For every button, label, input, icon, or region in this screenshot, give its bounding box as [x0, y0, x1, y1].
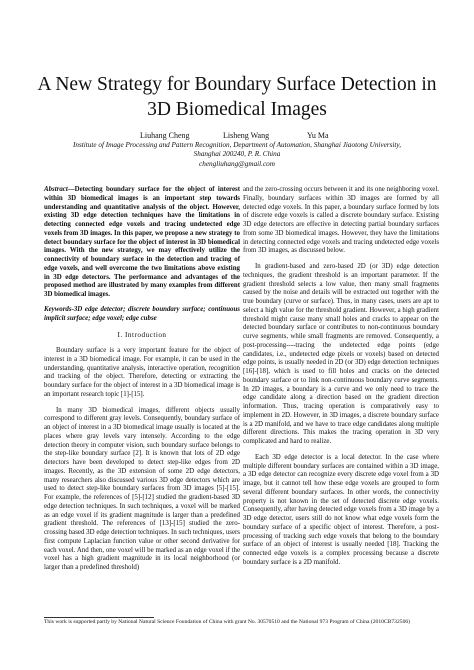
- left-column: [44, 186, 240, 573]
- abstract-body: —Detecting boundary surface for the object of interest within 3D biomedical images is an important step towards understanding and quantitative analysis of the object. However, existing 3D edge detection techniques have the limitations in detecting connected edge voxels and tracing undetected edge voxels from 3D images. In this paper, we propose a new strategy to detect boundary surface for the object of interest in 3D biomedical images. With the new strategy, we may effectively utilize the connectivity of boundary surface in the detection and tracing of edge voxels, and well overcome the two limitations above existing in 3D edge detectors. The performance and advantages of the proposed method are illustrated by many examples from different 3D biomedical images.: [44, 186, 240, 298]
- section-heading: I. Introduction: [117, 331, 167, 340]
- paragraph: Each 3D edge detector is a local detector. In the case where multiple different boundary surfaces are contained within a 3D image, a 3D edge detector can recognize every discrete edge voxel from a 3D image, but it cannot tell how these edge voxels are grouped to form several different boundary surfaces. In other words, the connectivity property is not known in the set of detected discrete edge voxels. Consequently, after having detected edge voxels from a 3D image by a 3D edge detector, users still do not know what edge voxels form the boundary surface of a specific object of interest. Therefore, a post-processing of tracking such edge voxels that belong to the boundary surface of an object of interest is usually needed [18]. Tracking the connected edge voxels is a complex processing because a discrete boundary surface is a 2D manifold.: [243, 453, 439, 566]
- affiliation-line-1: Institute of Image Processing and Pattern Recognition, Department of Automation, Shanghai Jiaotong University,: [73, 141, 401, 149]
- author-email: chengliuhang@gmail.com: [199, 159, 275, 168]
- paragraph: Boundary surface is a very important feature for the object of interest in a 3D biomedical image. For example, it can be used in the understanding, quantitative analysis, interactive operation, recognition and tracking of the object. Therefore, detecting or extracting the boundary surface for the object of interest in a 3D biomedical image is an important research topic [1]-[15].: [44, 347, 240, 398]
- paragraph: In many 3D biomedical images, different objects usually correspond to different gray levels. Consequently, boundary surface of an object of interest in a 3D biomedical image usually is located at the places where gray levels vary intensely. According to the edge detection theory in computer vision, such boundary surface belongs to the step-like boundary surface [2]. It is known that lots of 2D edge detectors have been developed to detect step-like edges from 2D images. Recently, as the 3D extension of some 2D edge detectors, many researchers also discussed various 3D edge detectors which are used to detect step-like boundary surfaces from 3D images [5]-[15]. For example, the references of [5]-[12] studied the gradient-based 3D edge detection techniques. In such techniques, a voxel will be marked as an edge voxel if its gradient magnitude is larger than a predefined gradient threshold. The references of [13]-[15] studied the zero-crossing based 3D edge detection techniques. In such techniques, users first compute Laplacian function value or other second derivative for each voxel. And then, one voxel will be marked as an edge voxel if the voxel has a high gradient magnitude in its local neighborhood (or larger than a predefined threshold): [44, 406, 240, 571]
- abstract-label: Abstract: [44, 186, 68, 193]
- affiliation: [40, 141, 434, 169]
- abstract: [44, 186, 240, 300]
- author-3: Yu Ma: [307, 131, 329, 140]
- author-2: Lisheng Wang: [223, 131, 270, 140]
- paragraph: and the zero-crossing occurs between it and its one neighboring voxel. Finally, boundary surfaces within 3D images are formed by all detected edge voxels. In this paper, a boundary surface formed by lots of discrete edge voxels is called a discrete boundary surface. Existing 3D edge detectors are effective in detecting partial boundary surfaces from some 3D biomedical images. However, they have the limitations in detecting connected edge voxels and tracing undetected edge voxels from 3D images, as discussed below.: [243, 186, 439, 255]
- keywords: Keywords-3D edge detector; discrete boundary surface; continuous implicit surface; edge voxel; edge cubse: [44, 305, 240, 322]
- author-1: Liuhang Cheng: [140, 131, 190, 140]
- title-line-1: A New Strategy for Boundary Surface Detection in: [37, 74, 437, 95]
- affiliation-line-2: Shanghai 200240, P. R. China: [193, 150, 281, 159]
- footnote: This work is supported partly by National Natural Science Foundation of China with grant No. 30570510 and the National 973 Program of China (2010CB732506): [44, 619, 411, 625]
- title-line-2: 3D Biomedical Images: [147, 99, 327, 120]
- footnote-rule: [44, 617, 154, 618]
- paragraph: In gradient-based and zero-based 2D (or 3D) edge detection techniques, the gradient threshold is an important parameter. If the gradient threshold selects a low value, then many small fragments caused by the noise and details will be extracted out together with the true boundary (curve or surface). Thus, in many cases, users are apt to select a high value for the threshold gradient. However, a high gradient threshold might cause many small holes and cracks to appear on the detected boundary surface or contributes to non-continuous boundary curve segments, while small fragments are removed. Consequently, a post-processing----tracing the undetected edge points (edge candidates, i.e., undetected edge pixels or voxels) based on detected edge points, is usually needed in 2D (or 3D) edge detection techniques [16]-[18], which is used to fill holes and cracks on the detected boundary surface or to link non-continuous boundary curve segments. In 2D images, a boundary is a curve and we only need to trace the edge candidate along a direction based on the gradient direction information. Thus, tracing operation is comparatively easy to implement in 2D. However, in 3D images, a discrete boundary surface is a 2D manifold, and we have to trace edge candidates along multiple different directions. This makes the tracing operation in 3D very complicated and hard to realize.: [243, 263, 439, 445]
- right-column: [243, 186, 439, 568]
- paper-title: [0, 72, 474, 122]
